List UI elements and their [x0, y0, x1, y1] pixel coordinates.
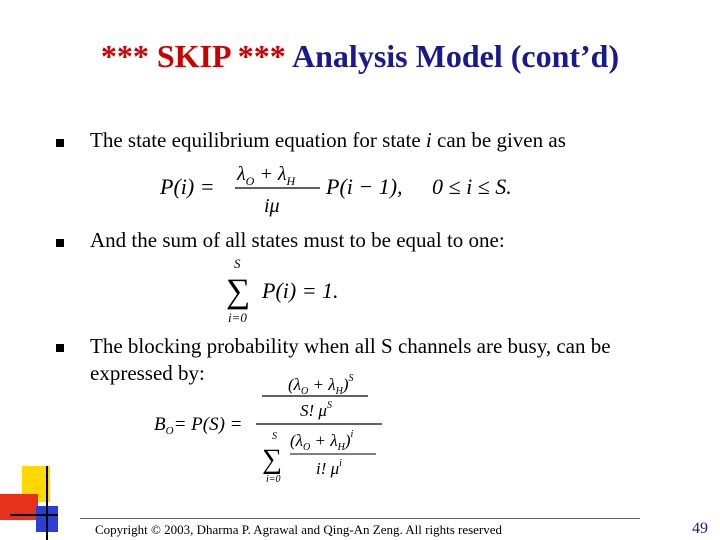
title-skip-marker: *** SKIP *** [100, 38, 286, 74]
title-main: Analysis Model (cont’d) [292, 38, 620, 74]
svg-text:S: S [272, 431, 277, 442]
svg-text:(λO + λH)i: $(\lambda_O + \lambda_H)^i$ [290, 429, 354, 453]
svg-text:λO + λH: $\lambda_O + \lambda_H$ [237, 163, 296, 188]
equation-sum-of-states [220, 256, 380, 328]
deco-red-block [0, 494, 38, 520]
svg-text:i=0: i=0 [228, 310, 247, 325]
svg-text:P(i) =: P(i) = [160, 174, 215, 199]
svg-text:P(i − 1),: P(i − 1), [326, 174, 403, 199]
corner-decoration [0, 466, 58, 540]
bullet-text-2: And the sum of all states must to be equal to one: [90, 228, 505, 252]
bullet-marker-2 [56, 239, 64, 247]
equation-blocking-probability [150, 366, 400, 490]
svg-text:∑: ∑ [262, 444, 282, 475]
footer-rule [80, 518, 640, 519]
svg-text:0 ≤ i ≤ S.: 0 ≤ i ≤ S. [432, 174, 512, 199]
svg-text:i=0: i=0 [266, 474, 281, 485]
svg-text:S: S [234, 256, 241, 271]
page-number: 49 [692, 520, 708, 537]
svg-text:(λO + λH)S: $(\lambda_O + \lambda_H)^S$ [288, 373, 354, 397]
slide-title [0, 38, 720, 75]
bullet-marker-3 [56, 344, 64, 352]
svg-text:BO= P(S) =: $B_O= P(S)$ = [154, 414, 243, 437]
svg-text:S! μS: S! $\mu^S$ [300, 400, 332, 420]
deco-horizontal-line [10, 514, 58, 516]
bullet-text-3: The blocking probability when all S channels are busy, can be expressed by: [90, 334, 611, 385]
svg-text:i! μi: i! $\mu^i$ [316, 458, 342, 478]
svg-text:iμ: iμ [264, 195, 280, 217]
bullet-marker-1 [56, 139, 64, 147]
footer-copyright: Copyright © 2003, Dharma P. Agrawal and Qing-An Zeng. All rights reserved [95, 522, 503, 537]
equation-state-equilibrium [150, 158, 550, 218]
deco-vertical-line [46, 466, 48, 540]
bullet-text-1: The state equilibrium equation for state i can be given as [90, 128, 566, 152]
svg-text:∑: ∑ [226, 273, 251, 310]
svg-text:P(i) = 1.: P(i) = 1. [262, 278, 339, 303]
